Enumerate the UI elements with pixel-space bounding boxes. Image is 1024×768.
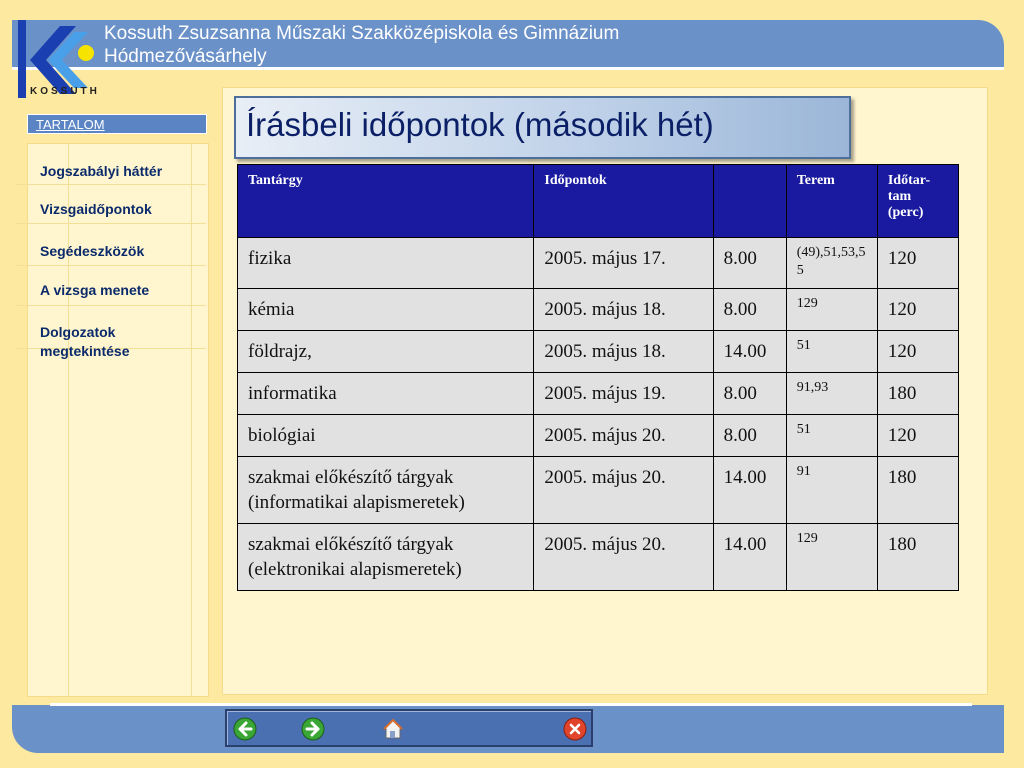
- school-city: Hódmezővásárhely: [104, 46, 267, 67]
- table-row: [238, 457, 959, 524]
- footer-divider: [50, 703, 972, 706]
- arrow-left-icon[interactable]: [233, 717, 257, 741]
- cell-time: 14.00: [713, 524, 786, 591]
- table-row: [238, 331, 959, 373]
- cell-duration: 180: [877, 524, 958, 591]
- cell-room: 129: [786, 524, 877, 591]
- cell-subject: földrajz,: [238, 331, 534, 373]
- sidebar-separator: [16, 184, 206, 185]
- cell-subject: kémia: [238, 289, 534, 331]
- cell-duration: 120: [877, 415, 958, 457]
- header-subject: Tantárgy: [238, 165, 534, 238]
- cell-date: 2005. május 19.: [534, 373, 713, 415]
- sidebar-grid-line: [191, 144, 192, 696]
- cell-room: 51: [786, 415, 877, 457]
- cell-subject: fizika: [238, 238, 534, 289]
- cell-subject: szakmai előkészítő tárgyak (informatikai alapismeretek): [238, 457, 534, 524]
- home-icon[interactable]: [381, 717, 405, 741]
- cell-duration: 120: [877, 238, 958, 289]
- page-title: Írásbeli időpontok (második hét): [246, 106, 714, 143]
- toc-link[interactable]: TARTALOM: [27, 114, 207, 134]
- cell-duration: 120: [877, 289, 958, 331]
- cell-room: 91: [786, 457, 877, 524]
- cell-duration: 180: [877, 373, 958, 415]
- sidebar-item-vizsgaidopontok[interactable]: Vizsgaidőpontok: [40, 201, 152, 217]
- cell-time: 14.00: [713, 457, 786, 524]
- sidebar-item-jogszabalyi-hatter[interactable]: Jogszabályi háttér: [40, 163, 163, 179]
- header-room: Terem: [786, 165, 877, 238]
- cell-date: 2005. május 20.: [534, 457, 713, 524]
- cell-room: 91,93: [786, 373, 877, 415]
- cell-time: 8.00: [713, 373, 786, 415]
- cell-subject: szakmai előkészítő tárgyak (elektronikai alapismeretek): [238, 524, 534, 591]
- table-row: [238, 238, 959, 289]
- title-box: [234, 96, 851, 159]
- logo-text: KOSSUTH: [30, 86, 100, 97]
- cell-date: 2005. május 18.: [534, 289, 713, 331]
- sidebar-grid-line: [68, 144, 69, 696]
- table-row: [238, 289, 959, 331]
- sidebar-item-dolgozatok-megtekintese[interactable]: Dolgozatok megtekintése: [40, 324, 130, 359]
- cell-time: 8.00: [713, 289, 786, 331]
- table-row: [238, 415, 959, 457]
- cell-date: 2005. május 20.: [534, 524, 713, 591]
- cell-date: 2005. május 17.: [534, 238, 713, 289]
- cell-duration: 120: [877, 331, 958, 373]
- table-header-row: [238, 165, 959, 238]
- cell-time: 14.00: [713, 331, 786, 373]
- header-time: [713, 165, 786, 238]
- table-row: [238, 524, 959, 591]
- sidebar-separator: [16, 265, 206, 266]
- sidebar-separator: [16, 305, 206, 306]
- school-name: Kossuth Zsuzsanna Műszaki Szakközépiskola és Gimnázium: [104, 23, 620, 44]
- exam-schedule-table: [237, 164, 959, 591]
- sidebar-item-segedeszkozok[interactable]: Segédeszközök: [40, 243, 145, 259]
- cell-subject: biológiai: [238, 415, 534, 457]
- navigation-bar: [225, 709, 593, 747]
- cell-duration: 180: [877, 457, 958, 524]
- cell-date: 2005. május 20.: [534, 415, 713, 457]
- sidebar-separator: [16, 223, 206, 224]
- cell-room: (49),51,53,55: [786, 238, 877, 289]
- cell-time: 8.00: [713, 238, 786, 289]
- sidebar-panel: [27, 143, 209, 697]
- cell-time: 8.00: [713, 415, 786, 457]
- table-row: [238, 373, 959, 415]
- header-duration: Időtar-tam (perc): [877, 165, 958, 238]
- cell-date: 2005. május 18.: [534, 331, 713, 373]
- cell-subject: informatika: [238, 373, 534, 415]
- sidebar-item-a-vizsga-menete[interactable]: A vizsga menete: [40, 282, 150, 298]
- header-title: [104, 22, 619, 68]
- arrow-right-icon[interactable]: [301, 717, 325, 741]
- header-dates: Időpontok: [534, 165, 713, 238]
- close-icon[interactable]: [563, 717, 587, 741]
- cell-room: 51: [786, 331, 877, 373]
- cell-room: 129: [786, 289, 877, 331]
